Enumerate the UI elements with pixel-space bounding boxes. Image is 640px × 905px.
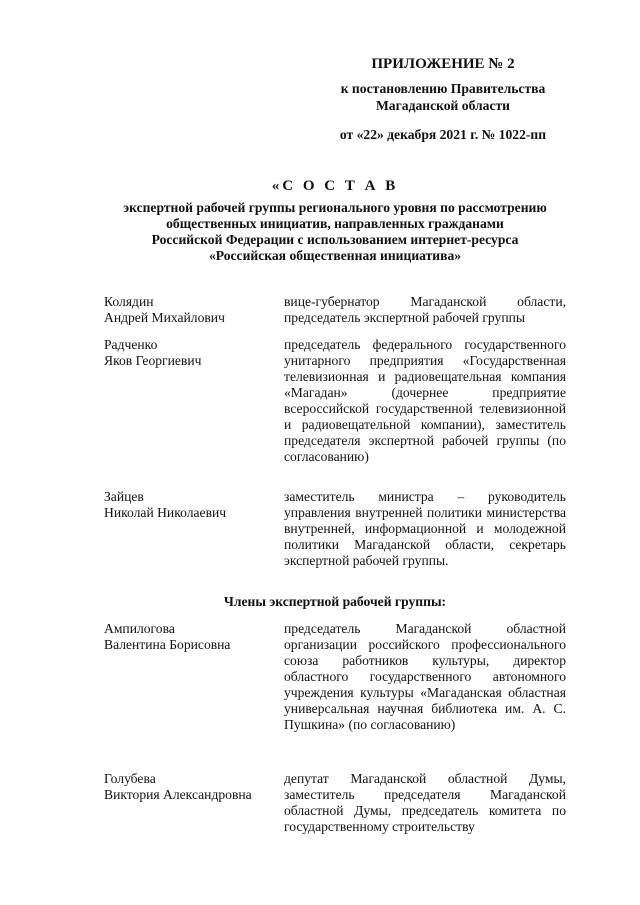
appendix-header — [318, 56, 568, 143]
appendix-date-line: от «22» декабря 2021 г. № 1022-пп — [339, 127, 547, 142]
person-name — [104, 489, 274, 521]
person-given-name: Андрей Михайлович — [104, 310, 225, 325]
person-name — [104, 294, 274, 326]
person-given-name: Николай Николаевич — [104, 505, 227, 520]
members-heading: Члены экспертной рабочей группы: — [223, 594, 447, 609]
appendix-ref-line-1: к постановлению Правительства — [340, 81, 546, 96]
appendix-ref-line-2: Магаданской области — [375, 98, 511, 113]
person-surname: Колядин — [104, 294, 154, 309]
person-surname: Зайцев — [104, 489, 144, 504]
person-given-name: Виктория Александровна — [104, 787, 252, 802]
person-role: вице-губернатор Магаданской области, председатель экспертной рабочей группы — [284, 294, 566, 325]
composition-line-4: «Российская общественная инициатива» — [208, 248, 462, 263]
composition-line-3: Российской Федерации с использованием интернет-ресурса — [151, 232, 519, 247]
person-role: заместитель министра – руководитель управления внутренней политики министерства внутренней, информационной и молодежной политики Магаданской области, секретарь экспертной рабочей группы. — [284, 489, 566, 568]
person-surname: Ампилогова — [104, 621, 175, 636]
person-name — [104, 771, 274, 803]
person-surname: Голубева — [104, 771, 156, 786]
person-given-name: Яков Георгиевич — [104, 353, 202, 368]
person-name — [104, 621, 274, 653]
composition-line-1: экспертной рабочей группы регионального уровня по рассмотрению — [123, 200, 547, 215]
person-role: председатель федерального государственного унитарного предприятия «Государственная телевизионная и радиовещательная компания «Магадан» (дочернее предприятие всероссийской государственной телевизионной и радиовещательной компании), заместитель председателя экспертной рабочей группы (по согласованию) — [284, 337, 566, 464]
composition-line-2: общественных инициатив, направленных гражданами — [166, 216, 504, 231]
appendix-title: ПРИЛОЖЕНИЕ № 2 — [371, 56, 515, 72]
person-given-name: Валентина Борисовна — [104, 637, 231, 652]
composition-title-block — [100, 178, 570, 264]
person-role: председатель Магаданской областной организации российского профессионального союза работников культуры, директор областного государственного автономного учреждения культуры «Магаданская областная универсальная научная библиотека им. А. С. Пушкина» (по согласованию) — [284, 621, 566, 732]
person-name — [104, 337, 274, 369]
person-surname: Радченко — [104, 337, 158, 352]
composition-title: «С О С Т А В — [271, 178, 399, 194]
person-role: депутат Магаданской областной Думы, заместитель председателя Магаданской областной Думы, председатель комитета по государственному строительству — [284, 771, 566, 834]
